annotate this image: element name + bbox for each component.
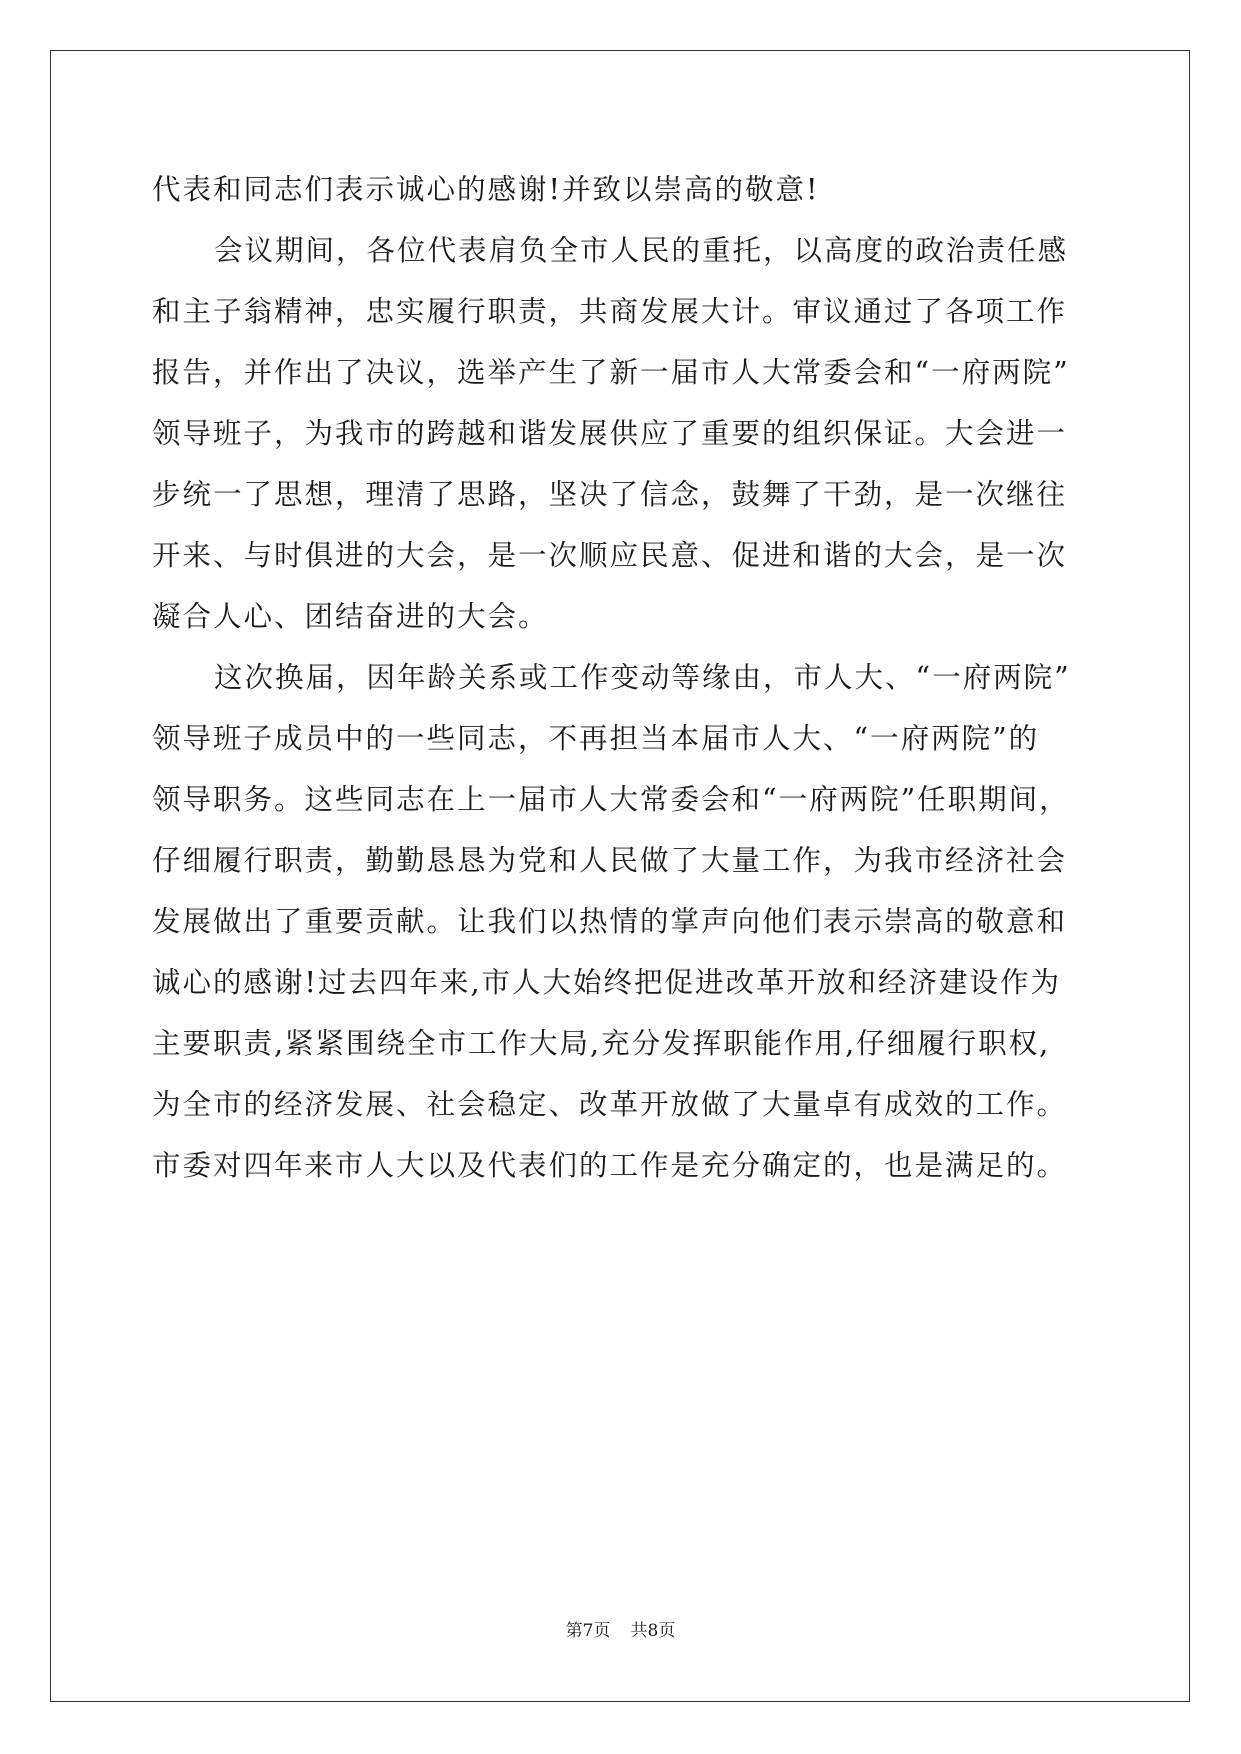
text-line: 代表和同志们表示诚心的感谢!并致以崇高的敬意! bbox=[152, 173, 820, 206]
text-line: 开来、与时俱进的大会，是一次顺应民意、促进和谐的大会，是一次 bbox=[152, 539, 1068, 572]
text-line: 会议期间，各位代表肩负全市人民的重托，以高度的政治责任感 bbox=[214, 234, 1069, 267]
text-line: 和主子翁精神，忠实履行职责，共商发展大计。审议通过了各项工作 bbox=[152, 295, 1068, 328]
text-line: 凝合人心、团结奋进的大会。 bbox=[152, 600, 549, 633]
text-line: 领导班子，为我市的跨越和谐发展供应了重要的组织保证。大会进一 bbox=[152, 417, 1068, 450]
text-line: 领导职务。这些同志在上一届市人大常委会和“一府两院”任职期间， bbox=[152, 783, 1070, 816]
text-line: 诚心的感谢!过去四年来,市人大始终把促进改革开放和经济建设作为 bbox=[152, 966, 1062, 999]
text-line: 领导班子成员中的一些同志，不再担当本届市人大、“一府两院”的 bbox=[152, 722, 1040, 755]
text-line: 这次换届，因年龄关系或工作变动等缘由，市人大、“一府两院” bbox=[214, 661, 1071, 694]
text-line: 市委对四年来市人大以及代表们的工作是充分确定的，也是满足的。 bbox=[152, 1149, 1068, 1182]
page-footer bbox=[0, 1621, 1241, 1641]
text-line: 主要职责,紧紧围绕全市工作大局,充分发挥职能作用,仔细履行职权, bbox=[152, 1027, 1051, 1060]
text-line: 步统一了思想，理清了思路，坚决了信念，鼓舞了干劲，是一次继往 bbox=[152, 478, 1068, 511]
text-line: 仔细履行职责，勤勤恳恳为党和人民做了大量工作，为我市经济社会 bbox=[152, 844, 1068, 877]
document-body bbox=[152, 159, 1092, 1196]
current-page-label: 第7页 bbox=[565, 1621, 611, 1641]
text-line: 报告，并作出了决议，选举产生了新一届市人大常委会和“一府两院” bbox=[152, 356, 1070, 389]
total-pages-label: 共8页 bbox=[630, 1621, 676, 1641]
text-line: 为全市的经济发展、社会稳定、改革开放做了大量卓有成效的工作。 bbox=[152, 1088, 1068, 1121]
text-line: 发展做出了重要贡献。让我们以热情的掌声向他们表示崇高的敬意和 bbox=[152, 905, 1068, 938]
